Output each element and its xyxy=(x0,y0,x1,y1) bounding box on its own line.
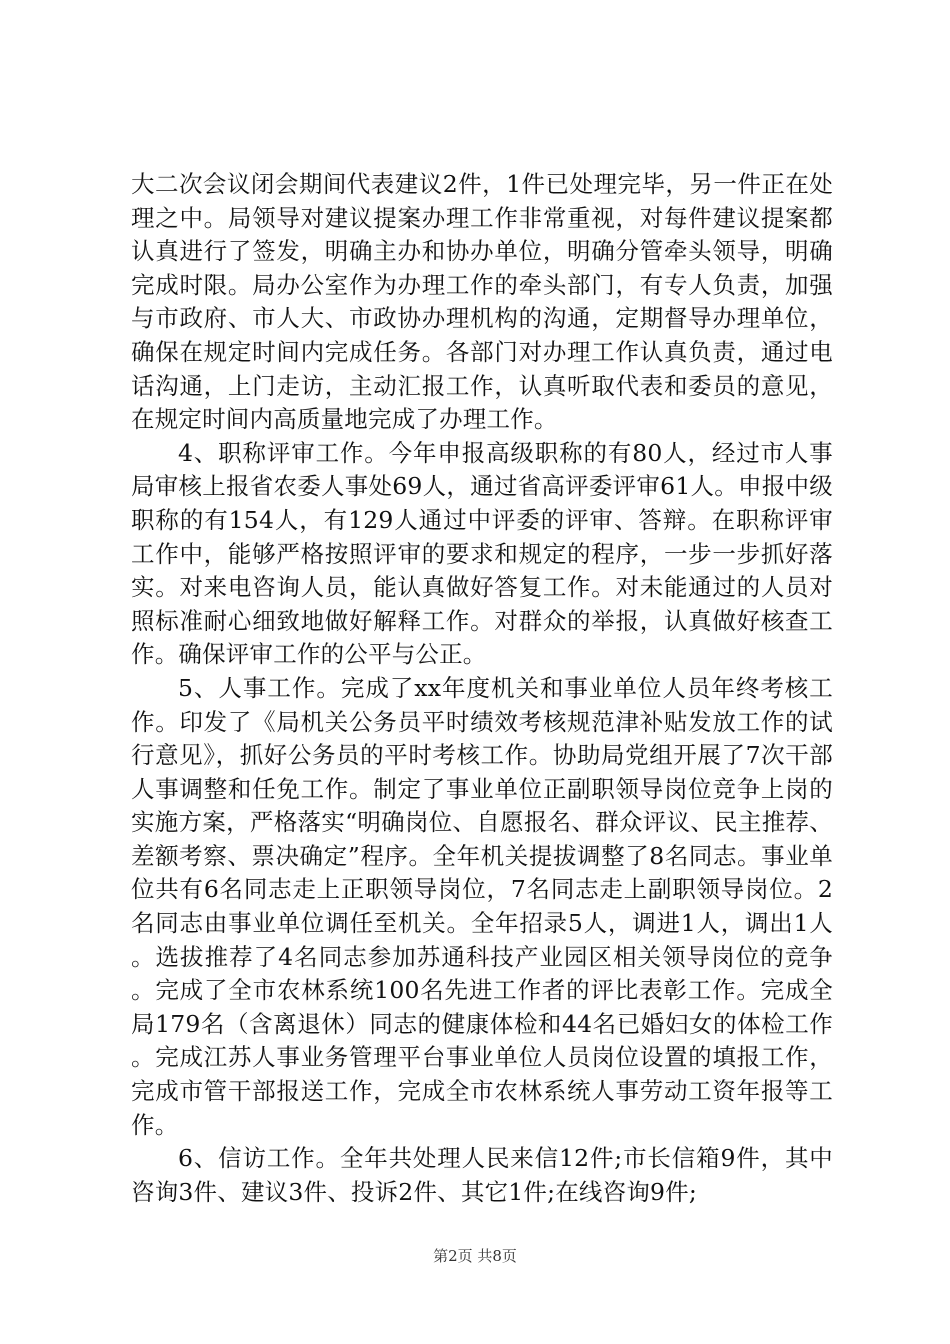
paragraph-personnel: 5、人事工作。完成了xx年度机关和事业单位人员年终考核工作。印发了《局机关公务员平时绩效考核规范津补贴发放工作的试行意见》，抓好公务员的平时考核工作。协助局党组开展了7次干部人事调整和任免工作。制定了事业单位正副职领导岗位竞争上岗的实施方案，严格落实“明确岗位、自愿报名、群众评议、民主推荐、差额考察、票决确定”程序。全年机关提拔调整了8名同志。事业单位共有6名同志走上正职领导岗位，7名同志走上副职领导岗位。2名同志由事业单位调任至机关。全年招录5人，调进1人，调出1人。选拔推荐了4名同志参加苏通科技产业园区相关领导岗位的竞争。完成了全市农林系统100名先进工作者的评比表彰工作。完成全局179名（含离退休）同志的健康体检和44名已婚妇女的体检工作。完成江苏人事业务管理平台事业单位人员岗位设置的填报工作，完成市管干部报送工作，完成全市农林系统人事劳动工资年报等工作。 xyxy=(131,673,833,1139)
paragraph-title-evaluation: 4、职称评审工作。今年申报高级职称的有80人，经过市人事局审核上报省农委人事处69人，通过省高评委评审61人。申报中级职称的有154人，有129人通过中评委的评审、答辩。在职称评审工作中，能够严格按照评审的要求和规定的程序，一步一步抓好落实。对来电咨询人员，能认真做好答复工作。对未能通过的人员对照标准耐心细致地做好解释工作。对群众的举报，认真做好核查工作。确保评审工作的公平与公正。 xyxy=(131,438,833,669)
paragraph-petitions: 6、信访工作。全年共处理人民来信12件;市长信箱9件，其中咨询3件、建议3件、投诉2件、其它1件;在线咨询9件; xyxy=(131,1144,833,1206)
paragraph-continued: 大二次会议闭会期间代表建议2件，1件已处理完毕，另一件正在处理之中。局领导对建议提案办理工作非常重视，对每件建议提案都认真进行了签发，明确主办和协办单位，明确分管牵头领导，明确完成时限。局办公室作为办理工作的牵头部门，有专人负责，加强与市政府、市人大、市政协办理机构的沟通，定期督导办理单位，确保在规定时间内完成任务。各部门对办理工作认真负责，通过电话沟通，上门走访，主动汇报工作，认真听取代表和委员的意见，在规定时间内高质量地完成了办理工作。 xyxy=(131,170,833,434)
document-body xyxy=(131,168,833,1209)
page-footer: 第2页 共8页 xyxy=(433,1247,517,1265)
